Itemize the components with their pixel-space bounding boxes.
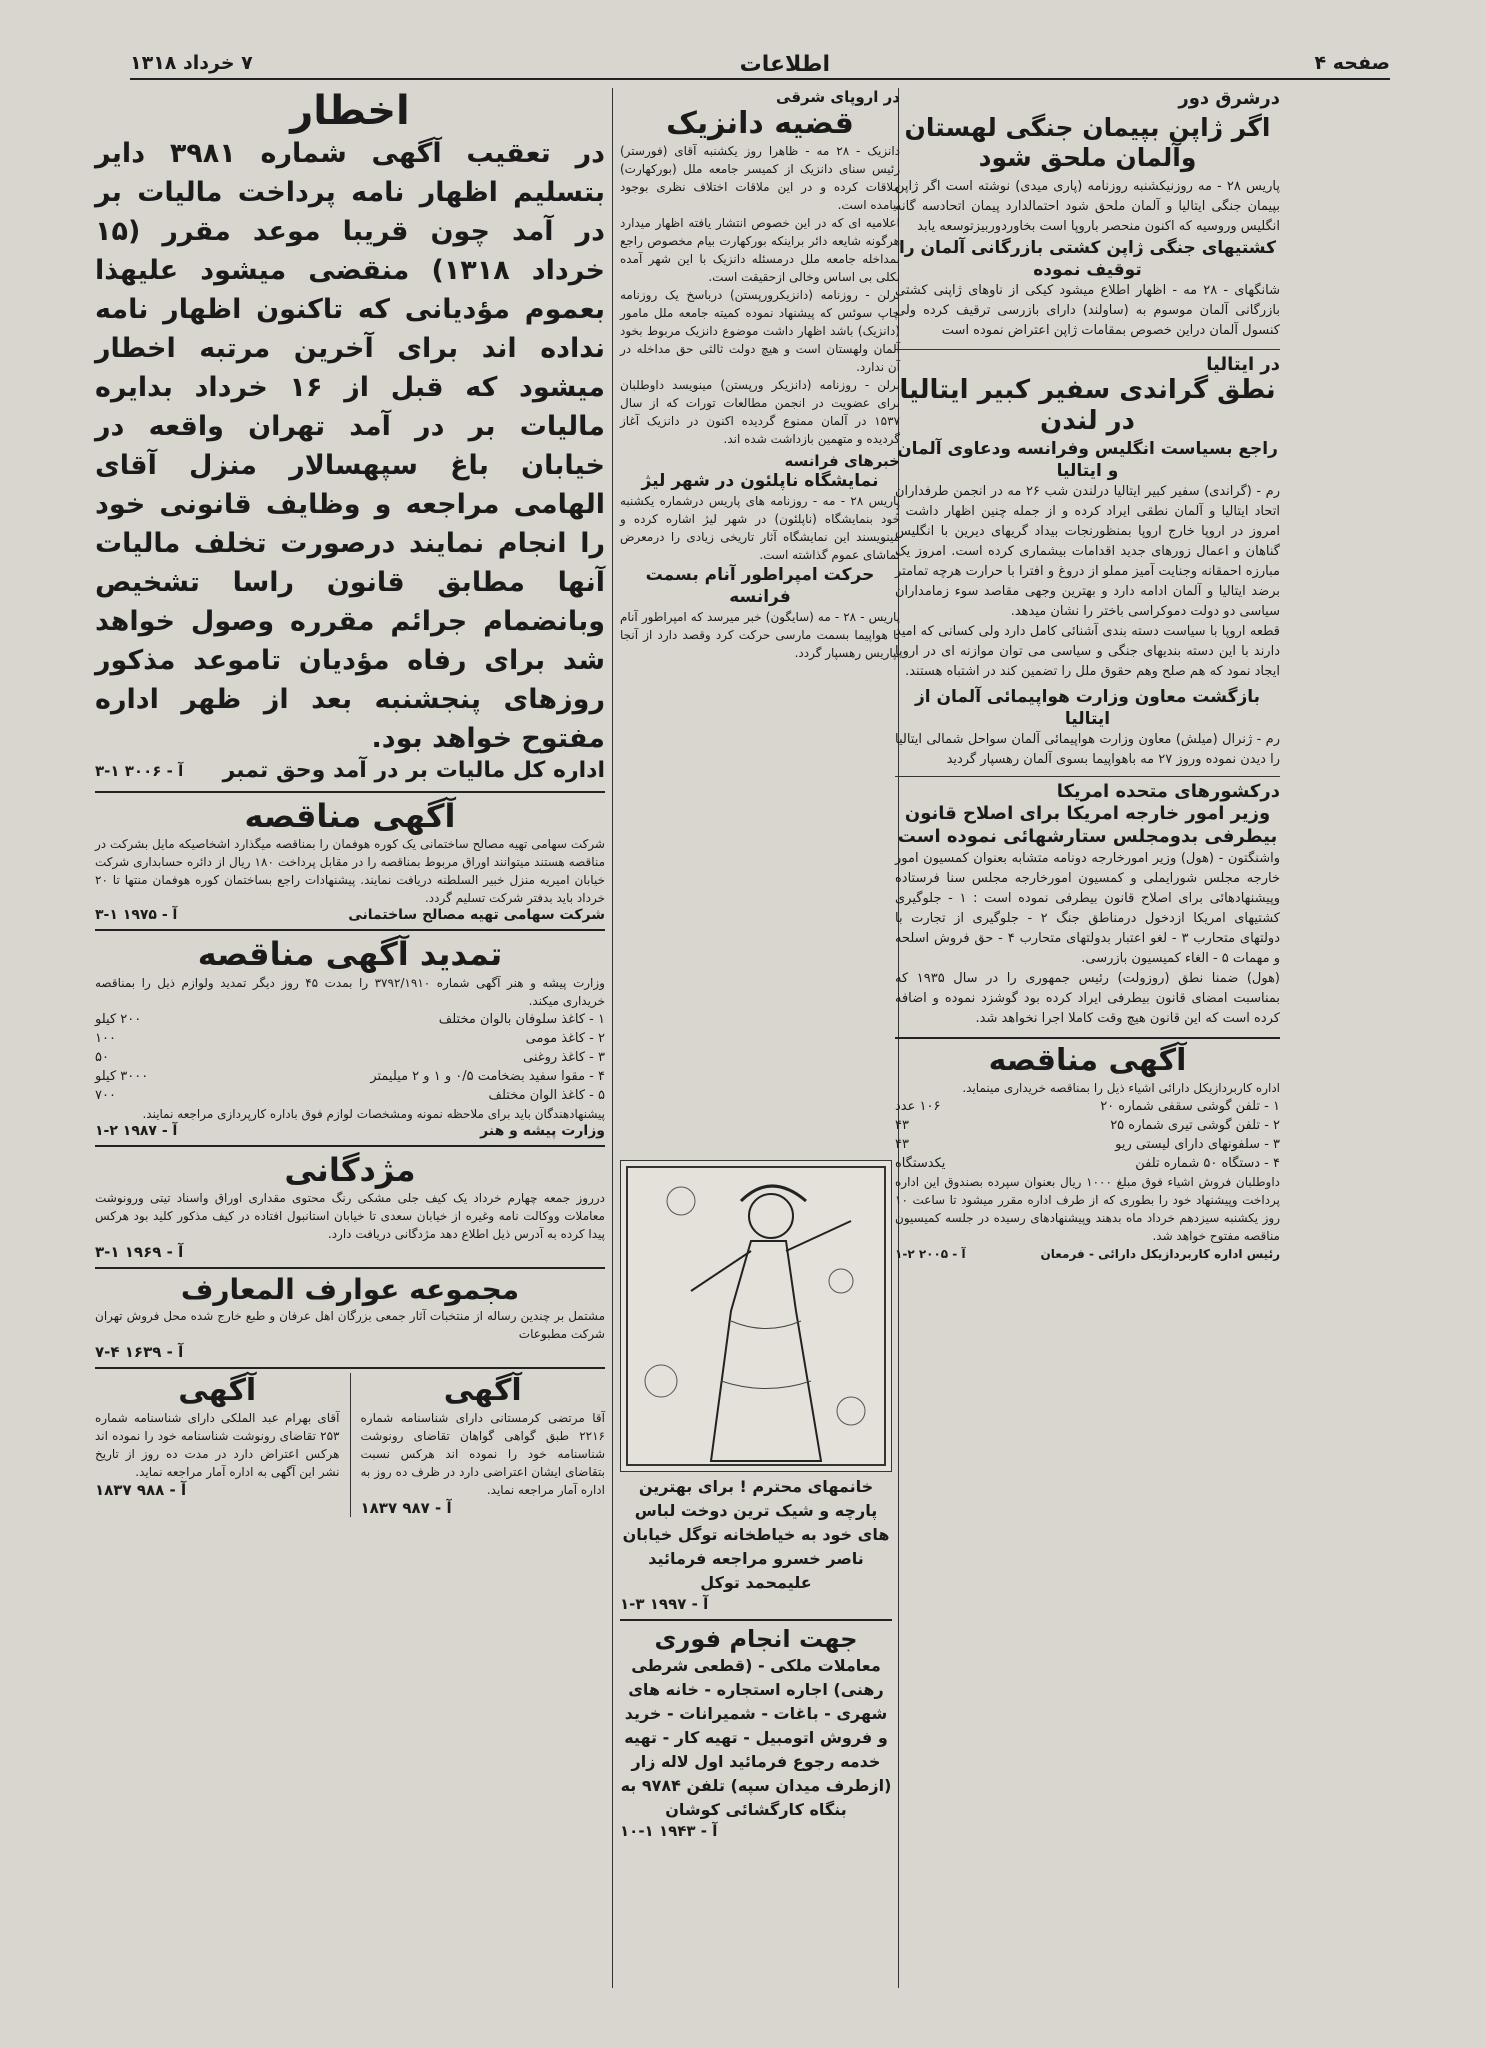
ad-intro: اداره کاربردازیکل دارائی اشیاء ذیل را بمناقصه خریداری مینماید.: [962, 1080, 1280, 1095]
ad-code: آ - ۱۹۴۳ ۱-۱۰: [620, 1821, 718, 1840]
article-text: برلن - روزنامه (دانزیکر ورپستن) مینویسد داوطلبان برای عضویت در انجمن مطالعات تورات که از سال ۱۵۳۷ در آلمان ممنوع گردیده اکنون در دانزیک آغاز گردیده و متهمین بازداشت شده اند.: [620, 378, 900, 446]
warning-signature: اداره کل مالیات بر در آمد وحق تمبر: [222, 758, 605, 783]
ad-title: آگهی: [178, 1372, 257, 1408]
subheadline: راجع بسیاست انگلیس وفرانسه ودعاوی آلمان و ایتالیا: [897, 438, 1278, 481]
ad-text: داوطلبان فروش اشیاء فوق مبلغ ۱۰۰۰ ریال بعنوان سپرده بصندوق این اداره پرداخت وپیشنهاد خود را بطوری که از طرف اداره مقرر میشود تا ساعت ۱۰ روز یکشنبه سیزدهم خرداد ماه بدهند وپیشنهادهای رسیده در جلسه کمیسیون مناقصه مفتوح خواهد شد.: [895, 1174, 1281, 1243]
ad-code: آ - ۹۸۷ ۱۸۳۷: [360, 1498, 452, 1517]
section-kicker: درشرق دور: [1178, 88, 1280, 109]
ad-title: مژدگانی: [284, 1150, 416, 1189]
ad-signature: رئیس اداره کاربردازیکل دارائی - فرمعان: [1040, 1246, 1280, 1261]
ad-text: درروز جمعه چهارم خرداد یک کیف جلی مشکی رنگ محتوی مقداری اوراق واسناد تیتی ورونوشت معاملات ووکالت نامه وغیره از خیابان سعدی تا خیابان استانبول افتاده در کیف مذکور کلید بود هرکس پیدا کرده به آدرس ذیل اطلاع دهد مژدگانی دریافت دارد.: [95, 1191, 605, 1242]
headline: قضیه دانزیک: [666, 106, 854, 141]
ad-text: مشتمل بر چندین رساله از منتخبات آثار جمعی بزرگان اهل عرفان و طبع خارج شده محل فروش تهران شرکت مطبوعات: [95, 1308, 605, 1341]
ad-code: آ - ۱۹۹۷ ۳-۱: [620, 1595, 709, 1613]
list-item: ۳ - کاغذ روغنی ۵۰: [95, 1049, 605, 1065]
tender-extension-ad: [95, 929, 605, 1138]
notice-ads: [95, 1367, 605, 1517]
article-text: رم - (گراندی) سفیر کبیر ایتالیا درلندن شب ۲۶ مه در انجمن طرفداران اتحاد ایتالیا و آلمان نطقی ایراد کرده و از جمله چنین اظهار داشت : امروز در اروپا خارج اروپا بمنظورنجات بیداد گریهای دیرین با انگلیس گناهان و اعمال زورهای جدید اقدامات بیشماری کرده است. امروز یک مبارزه احمقانه وجنایت آمیز مملو از دروغ و افترا با حرارت هرچه تمامتر برضد ایتالیا و آلمان ادامه دارد و بهترین وجهی مقاصد سوء زمامداران سیاسی دو دولت دموکراسی باختر را نشان میدهد.: [895, 483, 1280, 619]
column-middle: [620, 88, 900, 662]
book-ad: [95, 1267, 605, 1361]
warning-title: اخطار: [290, 88, 410, 134]
ad-code: آ - ۲۰۰۵ ۲-۱: [895, 1246, 966, 1261]
reward-ad: [95, 1145, 605, 1261]
headline: نطق گراندی سفیر کبیر ایتالیا در لندن: [899, 375, 1276, 437]
ad-code: آ - ۱۹۷۵ ۱-۳: [95, 907, 178, 924]
agency-ad-text: معاملات ملکی - (قطعی شرطی رهنی) اجاره استجاره - خانه های شهری - باغات - شمیرانات - خرید و فروش اتومبیل - تهیه کار - تهیه خدمه رجوع فرمائید اول لاله زار (ازطرف میدان سپه) تلفن ۹۷۸۴ به بنگاه کارگشائی کوشان: [620, 1655, 892, 1819]
headline: حرکت امپراطور آنام بسمت فرانسه: [645, 565, 875, 608]
ad-signature: وزارت پیشه و هنر: [480, 1122, 605, 1139]
ad-text: پیشنهادهندگان باید برای ملاحظه نمونه ومشخصات لوازم فوق باداره کارپردازی مراجعه نمایند.: [142, 1106, 605, 1121]
column-divider: [350, 1373, 351, 1517]
list-item: ۲ - کاغذ مومی ۱۰۰: [95, 1030, 605, 1046]
article-text: قطعه اروپا با سیاست دسته بندی آشنائی کامل دارد ولی کسانی که امید دارند با این دسته بندیهای جنگی و سیاسی می توان موازنه ای در اروپا ایجاد نمود که هم صلح وهم حقوق ملل را تضمین کند در اشتباه هستند.: [895, 623, 1280, 679]
ad-title: مجموعه عوارف المعارف: [180, 1273, 520, 1307]
page-header: [130, 52, 1390, 80]
ad-title: آگهی: [443, 1372, 522, 1408]
article-text: دانزیک - ۲۸ مه - ظاهرا روز یکشنبه آقای (فورستر) رئیس سنای دانزیک از کمیسر جامعه ملل (بورکهارت) ملاقات کرده و در این ملاقات اختلاف نظری بوجود نیامده است.: [620, 144, 900, 212]
page-number: صفحه ۴: [1314, 52, 1390, 74]
section-kicker: خبرهای فرانسه: [784, 452, 900, 470]
issue-date: ۷ خرداد ۱۳۱۸: [130, 52, 253, 74]
ad-code: آ - ۱۹۶۹ ۱-۳: [95, 1243, 184, 1262]
section-kicker: در ایتالیا: [895, 349, 1280, 375]
list-item: ۳ - سلفونهای دارای لیستی ریو ۴۳: [895, 1136, 1280, 1152]
tailor-ad-illustration: [620, 1160, 892, 1472]
section-kicker: درکشورهای متحده امریکا: [895, 776, 1280, 802]
ad-items: [95, 1010, 605, 1105]
article-text: رم - ژنرال (میلش) معاون وزارت هواپیمائی آلمان سواحل شمالی ایتالیا را دیدن نموده وروز ۲۷ مه باهواپیما بسوی آلمان رهسپار گردید: [895, 731, 1280, 767]
list-item: ۱ - تلفن گوشی سقفی شماره ۲۰ ۱۰۶ عدد: [895, 1098, 1280, 1114]
notice-ad: [95, 1373, 340, 1517]
tender-ad: [95, 791, 605, 923]
article-text: شانگهای - ۲۸ مه - اظهار اطلاع میشود کیکی از ناوهای ژاپنی کشتی بازرگانی آلمان موسوم به (ساولند) دارای بازرسی ترقیف کرده ولی کنسول آلمان دراین خصوص بمقامات ژاپن اعتراض نموده است: [895, 283, 1280, 339]
ad-text: آقای بهرام عبد الملکی دارای شناسنامه شماره ۲۵۳ تقاضای رونوشت شناسنامه خود را نموده اند هرکس اعتراض دارد در مدت ده روز از تاریخ نشر این آگهی به اداره آمار مراجعه نماید.: [95, 1410, 340, 1479]
list-item: ۴ - مقوا سفید بضخامت ۰/۵ و ۱ و ۲ میلیمتر ۳۰۰۰ کیلو: [95, 1068, 605, 1084]
warning-body: در تعقیب آگهی شماره ۳۹۸۱ دایر بتسلیم اظهار نامه پرداخت مالیات بر در آمد چون قریبا موعد مقرر (۱۵ خرداد ۱۳۱۸) منقضی میشود علیهذا بعموم مؤدیانی که تاکنون اظهار نامه نداده اند برای آخرین مرتبه اخطار میشود که قبل از ۱۶ خرداد بدایره مالیات بر در آمد تهران واقعه در خیابان باغ سپهسالار منزل آقای الهامی مراجعه و وظایف قانونی خود را انجام نمایند درصورت تخلف مالیات آنها مطابق قانون راسا تشخیص وبانضمام جرائم مقرره وصول خواهد شد برای رفاه مؤدیان تاموعد مذکور روزهای پنجشنبه بعد از ظهر اداره مفتوح خواهد بود.: [95, 138, 606, 754]
ad-title: تمدید آگهی مناقصه: [197, 935, 503, 974]
subheadline: کشتیهای جنگی ژاپن کشتی بازرگانی آلمان را توقیف نموده: [899, 238, 1276, 281]
article-text: پاریس ۲۸ - مه روزنیکشنبه روزنامه (پاری میدی) نوشته است اگر ژاپن بپیمان جنگی ایتالیا و آلمان ملحق شود احتمالدارد پیمان اتحادسه گانه انگلیس وروسیه که اکنون منحصر باروپا است بخاوردوربیزتوسعه یابد: [895, 179, 1280, 234]
list-item: ۲ - تلفن گوشی تیری شماره ۲۵ ۴۳: [895, 1117, 1280, 1133]
section-kicker: در اروپای شرقی: [776, 88, 900, 106]
ad-title: آگهی مناقصه: [988, 1042, 1187, 1078]
ad-text: شرکت سهامی تهیه مصالح ساختمانی یک کوره هوفمان را بمناقصه میگذارد اشخاصیکه مایل بشرکت در مناقصه هستند میتوانند اوراق مربوط بمناقصه را در مقابل پرداخت ۱۸۰ ریال از دائره حسابداری شرکت خیابان امیریه منزل خبیر السلطنه دریافت نمایند. پیشنهادات راجع بساختمان کوره هوفمان منتها تا ۲۰ خرداد باید بدفتر شرکت تسلیم گردد.: [95, 837, 606, 906]
ad-code: آ - ۳۰۰۶ ۱-۳: [95, 761, 184, 780]
article-text: پاریس - ۲۸ - مه (سایگون) خبر میرسد که امپراطور آنام با هواپیما بسمت مارسی حرکت کرد وقصد دارد از آنجا بپاریس رهسپار گردد.: [620, 610, 901, 661]
ad-title: آگهی مناقصه: [244, 797, 456, 835]
article-text: برلن - روزنامه (دانزیکرورپستن) درباسخ یک روزنامه چاپ سوئس که پیشنهاد نموده کمیته جامعه ملل مامور (دانزیک) باشد اظهار داشت موضوع دانزیک مربوط بخود آلمان ولهستان است و هیچ دولت ثالثی حق مداخله در آن ندارد.: [620, 288, 900, 374]
list-item: ۴ - دستگاه ۵۰ شماره تلفن یکدستگاه: [895, 1155, 1280, 1171]
tailor-ad-text: خانمهای محترم ! برای بهترین پارچه و شیک ترین دوخت لباس های خود به خیاطخانه توگل خیابان ناصر خسرو مراجعه فرمائید علیمحمد توکل: [622, 1477, 890, 1592]
notice-ad: [361, 1373, 606, 1517]
headline: نمایشگاه ناپلئون در شهر لیژ: [641, 471, 879, 491]
list-item: ۱ - کاغذ سلوفان بالوان مختلف ۲۰۰ کیلو: [95, 1011, 605, 1027]
ad-intro: وزارت پیشه و هنر آگهی شماره ۳۷۹۲/۱۹۱۰ را بمدت ۴۵ روز دیگر تمدید ولوازم ذیل را بمناقصه خریداری میکند.: [95, 975, 605, 1008]
ad-title: جهت انجام فوری: [654, 1625, 858, 1653]
column-right: [895, 88, 1280, 1263]
article-text: اعلامیه ای که در این خصوص انتشار یافته اظهار میدارد هرگونه شایعه دائر براینکه بورکهارت بیام مخصوص راجع بمداخله جامعه ملل درمسئله دانزیک با این شهر آمده بکلی بی اساس وخالی ازحقیقت است.: [620, 216, 900, 284]
ad-code: آ - ۱۶۳۹ ۴-۷: [95, 1342, 184, 1361]
middle-ads: [620, 1475, 892, 1840]
tender-ad: [895, 1037, 1280, 1263]
list-item: ۵ - کاغذ الوان مختلف ۷۰۰: [95, 1087, 605, 1103]
ad-code: آ - ۹۸۸ ۱۸۳۷: [95, 1480, 187, 1499]
paper-name: اطلاعات: [739, 52, 830, 77]
article-text: واشنگتون - (هول) وزیر امورخارجه دونامه متشابه بعنوان کمسیون امور خارجه مجلس شورایملی و کمسیون امورخارجه مجلس سنا فرستاده وپیشنهادهائی برای اصلاح قانون بیطرفی نموده است : ۱ - جلوگیری کشتیهای امریکا ازدخول درمناطق جنگ ۲ - جلوگیری از تجارت با دولتهای متحارب ۳ - لغو اعتبار بدولتهای متحارب ۴ - حق فروش اسلحه و مهمات ۵ - الغاء کمیسیون بازرسی.: [895, 850, 1280, 966]
column-divider: [612, 88, 613, 1988]
article-text: (هول) ضمنا نطق (روزولت) رئیس جمهوری را در سال ۱۹۳۵ که بمناسبت امضای قانون بیطرفی ایراد کرده بود گوشزد نموده و اضافه کرده است که این قانون هیچ وقت کاملا اجرا نخواهد شد.: [895, 970, 1280, 1026]
headline: اگر ژاپن بپیمان جنگی لهستان وآلمان ملحق شود: [904, 113, 1271, 172]
ad-text: آقا مرتضی کرمستانی دارای شناسنامه شماره ۲۲۱۶ طبق گواهی گواهان تقاضای رونوشت شناسنامه خود را نموده اند هرکس نسبت بتقاضای ایشان اعتراضی دارد در ظرف ده روز به اداره آمار مراجعه نماید.: [360, 1410, 605, 1497]
column-left: [95, 88, 605, 1517]
ad-code: آ - ۱۹۸۷ ۲-۱: [95, 1122, 178, 1139]
article-text: پاریس ۲۸ - مه - روزنامه های پاریس درشماره یکشنبه خود بنمایشگاه (ناپلئون) در شهر لیژ اشاره کرده و مینویسند این نمایشگاه آثار تاریخی زیادی را درمعرض تماشای عموم گذاشته است.: [620, 494, 900, 563]
ad-items: [895, 1097, 1280, 1173]
headline: وزیر امور خارجه امریکا برای اصلاح قانون بیطرفی بدومجلس ستارشهائی نموده است: [897, 802, 1278, 848]
subheadline: بازگشت معاون وزارت هواپیمائی آلمان از ایتالیا: [914, 686, 1261, 729]
ad-signature: شرکت سهامی تهیه مصالح ساختمانی: [348, 907, 605, 924]
